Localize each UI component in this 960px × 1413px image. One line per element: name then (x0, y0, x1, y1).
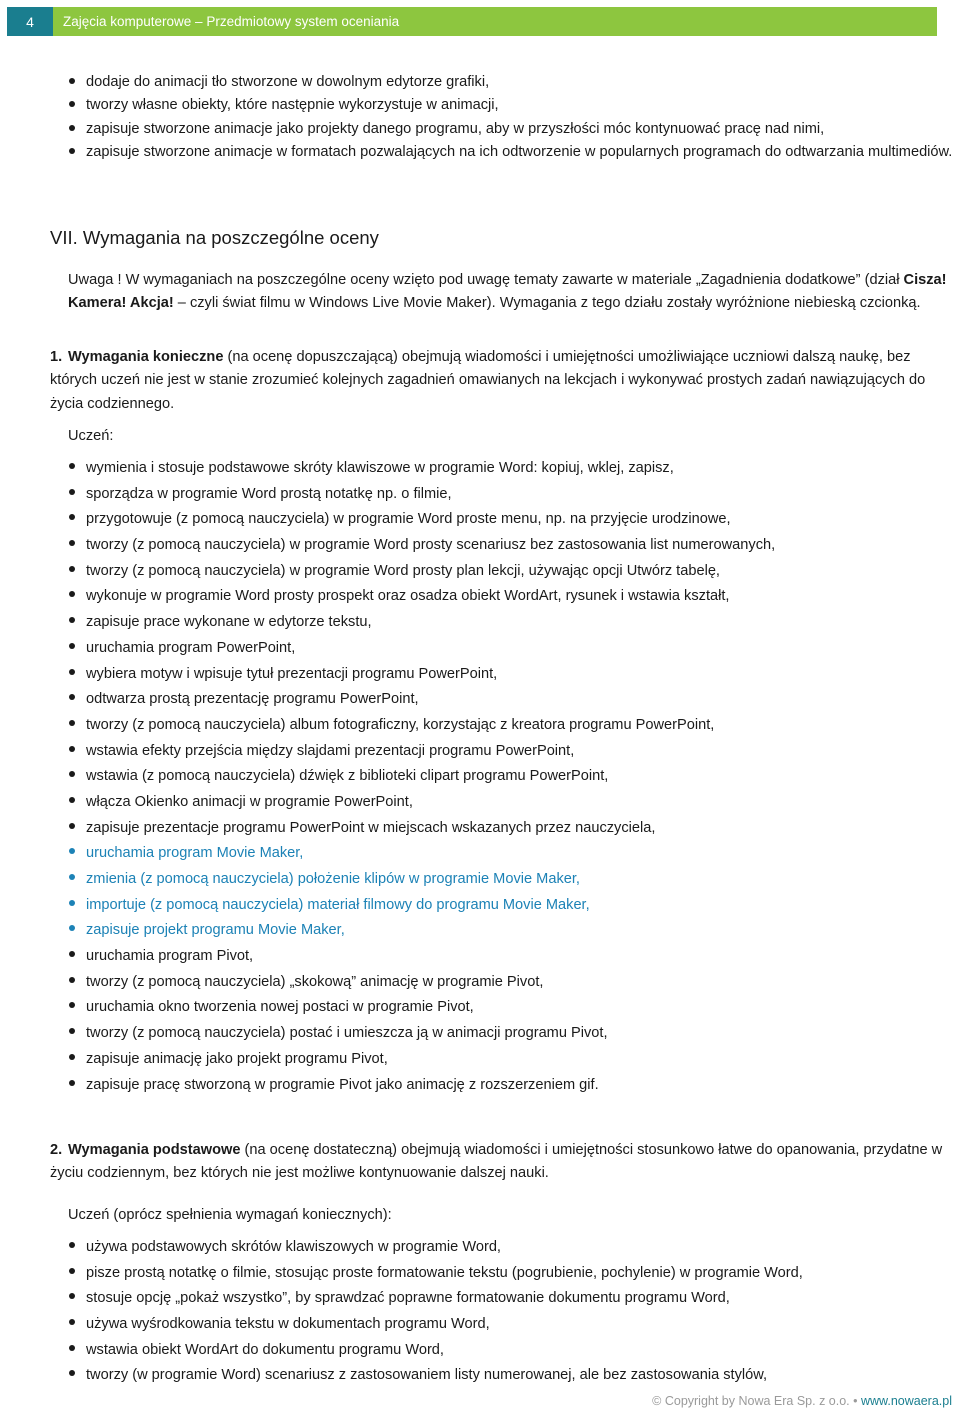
list-item: sporządza w programie Word prostą notatkę np. o filmie, (68, 482, 775, 508)
req1-text: (na ocenę dopuszczającą) obejmują wiadomości i umiejętności umożliwiające uczniowi dalszą naukę, bez których uczeń nie jest w stanie zrozumieć kolejnych zagadnień omawianych na lekcjach i wykonywać prostych zadań nawiązujących do życia codziennego. (50, 349, 926, 412)
footer (652, 1394, 952, 1408)
note-text-2: – czyli świat filmu w Windows Live Movie Maker). Wymagania z tego działu zostały wyróżnione niebieską czcionką. (173, 295, 921, 312)
list-item: uruchamia okno tworzenia nowej postaci w programie Pivot, (68, 995, 775, 1021)
list-item: zapisuje prezentacje programu PowerPoint w miejscach wskazanych przez nauczyciela, (68, 816, 775, 842)
list-item: tworzy (z pomocą nauczyciela) „skokową” animację w programie Pivot, (68, 970, 775, 996)
list-item: uruchamia program Pivot, (68, 944, 775, 970)
list-item: wykonuje w programie Word prosty prospekt oraz osadza obiekt WordArt, rysunek i wstawia kształt, (68, 584, 775, 610)
page-header (7, 7, 937, 36)
list-item: zapisuje projekt programu Movie Maker, (68, 918, 775, 944)
list-item: stosuje opcję „pokaż wszystko”, by sprawdzać poprawne formatowanie dokumentu programu Word, (68, 1286, 803, 1312)
page-number: 4 (7, 7, 53, 36)
list-item: używa podstawowych skrótów klawiszowych w programie Word, (68, 1235, 803, 1261)
req1-bullet-list (68, 456, 775, 1098)
req2-title: Wymagania podstawowe (68, 1142, 241, 1158)
list-item: wymienia i stosuje podstawowe skróty klawiszowe w programie Word: kopiuj, wklej, zapisz, (68, 456, 775, 482)
list-item: przygotowuje (z pomocą nauczyciela) w programie Word proste menu, np. na przyjęcie urodzinowe, (68, 507, 775, 533)
list-item: tworzy (z pomocą nauczyciela) w programie Word prosty plan lekcji, używając opcji Utwórz tabelę, (68, 559, 775, 585)
footer-site-link[interactable]: www.nowaera.pl (860, 1394, 952, 1408)
list-item: używa wyśrodkowania tekstu w dokumentach programu Word, (68, 1312, 803, 1338)
section-title: VII. Wymagania na poszczególne oceny (50, 227, 379, 248)
req2-number: 2. (50, 1142, 63, 1158)
req2-text: (na ocenę dostateczną) obejmują wiadomości i umiejętności stosunkowo łatwe do opanowania, przydatne w życiu codziennym, bez których nie jest możliwe kontynuowanie dalszej nauki. (50, 1142, 943, 1182)
list-item: tworzy (w programie Word) scenariusz z zastosowaniem listy numerowanej, ale bez zastosowania stylów, (68, 1363, 803, 1389)
req2-paragraph (50, 1139, 950, 1186)
list-item: uruchamia program Movie Maker, (68, 841, 775, 867)
intro-bullet-list (68, 71, 952, 164)
list-item: zapisuje animację jako projekt programu Pivot, (68, 1047, 775, 1073)
req1-lead: Uczeń: (68, 428, 114, 444)
list-item: tworzy własne obiekty, które następnie wykorzystuje w animacji, (68, 94, 952, 117)
list-item: zapisuje prace wykonane w edytorze tekstu, (68, 610, 775, 636)
list-item: włącza Okienko animacji w programie PowerPoint, (68, 790, 775, 816)
list-item: zapisuje pracę stworzoną w programie Pivot jako animację z rozszerzeniem gif. (68, 1073, 775, 1099)
note-paragraph (68, 269, 948, 316)
note-text-1: Uwaga ! W wymaganiach na poszczególne oceny wzięto pod uwagę tematy zawarte w materiale „Zagadnienia dodatkowe” (dział (68, 272, 904, 288)
list-item: odtwarza prostą prezentację programu PowerPoint, (68, 687, 775, 713)
req1-title: Wymagania konieczne (68, 349, 224, 365)
list-item: tworzy (z pomocą nauczyciela) album fotograficzny, korzystając z kreatora programu PowerPoint, (68, 713, 775, 739)
list-item: dodaje do animacji tło stworzone w dowolnym edytorze grafiki, (68, 71, 952, 94)
list-item: zapisuje stworzone animacje w formatach pozwalających na ich odtworzenie w popularnych programach do odtwarzania multimediów. (68, 141, 952, 164)
footer-copyright: © Copyright by Nowa Era Sp. z o.o. • (652, 1394, 861, 1408)
list-item: wstawia obiekt WordArt do dokumentu programu Word, (68, 1338, 803, 1364)
list-item: tworzy (z pomocą nauczyciela) postać i umieszcza ją w animacji programu Pivot, (68, 1021, 775, 1047)
header-title: Zajęcia komputerowe – Przedmiotowy system oceniania (53, 7, 937, 36)
list-item: wybiera motyw i wpisuje tytuł prezentacji programu PowerPoint, (68, 662, 775, 688)
req2-lead: Uczeń (oprócz spełnienia wymagań koniecznych): (68, 1207, 392, 1223)
note-bold-section: Cisza! Kamera! Akcja! (68, 272, 947, 312)
list-item: tworzy (z pomocą nauczyciela) w programie Word prosty scenariusz bez zastosowania list numerowanych, (68, 533, 775, 559)
list-item: zmienia (z pomocą nauczyciela) położenie klipów w programie Movie Maker, (68, 867, 775, 893)
req1-number: 1. (50, 349, 63, 365)
req1-paragraph (50, 346, 950, 416)
list-item: pisze prostą notatkę o filmie, stosując proste formatowanie tekstu (pogrubienie, pochylenie) w programie Word, (68, 1261, 803, 1287)
req2-bullet-list (68, 1235, 803, 1389)
list-item: wstawia (z pomocą nauczyciela) dźwięk z biblioteki clipart programu PowerPoint, (68, 764, 775, 790)
list-item: wstawia efekty przejścia między slajdami prezentacji programu PowerPoint, (68, 739, 775, 765)
list-item: uruchamia program PowerPoint, (68, 636, 775, 662)
list-item: zapisuje stworzone animacje jako projekty danego programu, aby w przyszłości móc kontynuować pracę nad nimi, (68, 118, 952, 141)
list-item: importuje (z pomocą nauczyciela) materiał filmowy do programu Movie Maker, (68, 893, 775, 919)
